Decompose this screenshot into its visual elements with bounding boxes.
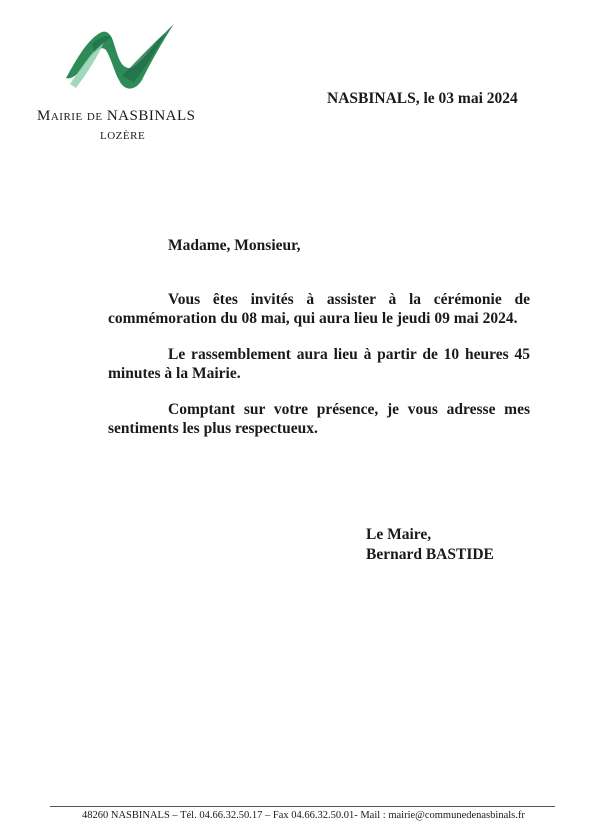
footer-contact: 48260 NASBINALS – Tél. 04.66.32.50.17 – Fax 04.66.32.50.01- Mail : mairie@communedenasbinals.fr (82, 810, 525, 821)
letter-body (108, 236, 530, 455)
mairie-town: NASBINALS (106, 108, 196, 124)
signature-block (366, 525, 494, 565)
signature-title: Le Maire, (366, 526, 432, 543)
place-date: NASBINALS, le 03 mai 2024 (327, 90, 518, 107)
footer-divider (50, 806, 555, 807)
paragraph-closing: Comptant sur votre présence, je vous adresse mes sentiments les plus respectueux. (108, 401, 530, 437)
nasbinals-logo-icon (62, 20, 180, 96)
mairie-department: LOZÈRE (100, 130, 146, 142)
paragraph-gathering: Le rassemblement aura lieu à partir de 10 heures 45 minutes à la Mairie. (108, 346, 530, 382)
paragraph-invitation: Vous êtes invités à assister à la cérémonie de commémoration du 08 mai, qui aura lieu le jeudi 09 mai 2024. (108, 291, 530, 327)
mairie-prefix: Mairie de (37, 108, 107, 124)
signature-name: Bernard BASTIDE (366, 546, 494, 563)
mairie-name (37, 108, 196, 125)
salutation: Madame, Monsieur, (168, 237, 301, 254)
